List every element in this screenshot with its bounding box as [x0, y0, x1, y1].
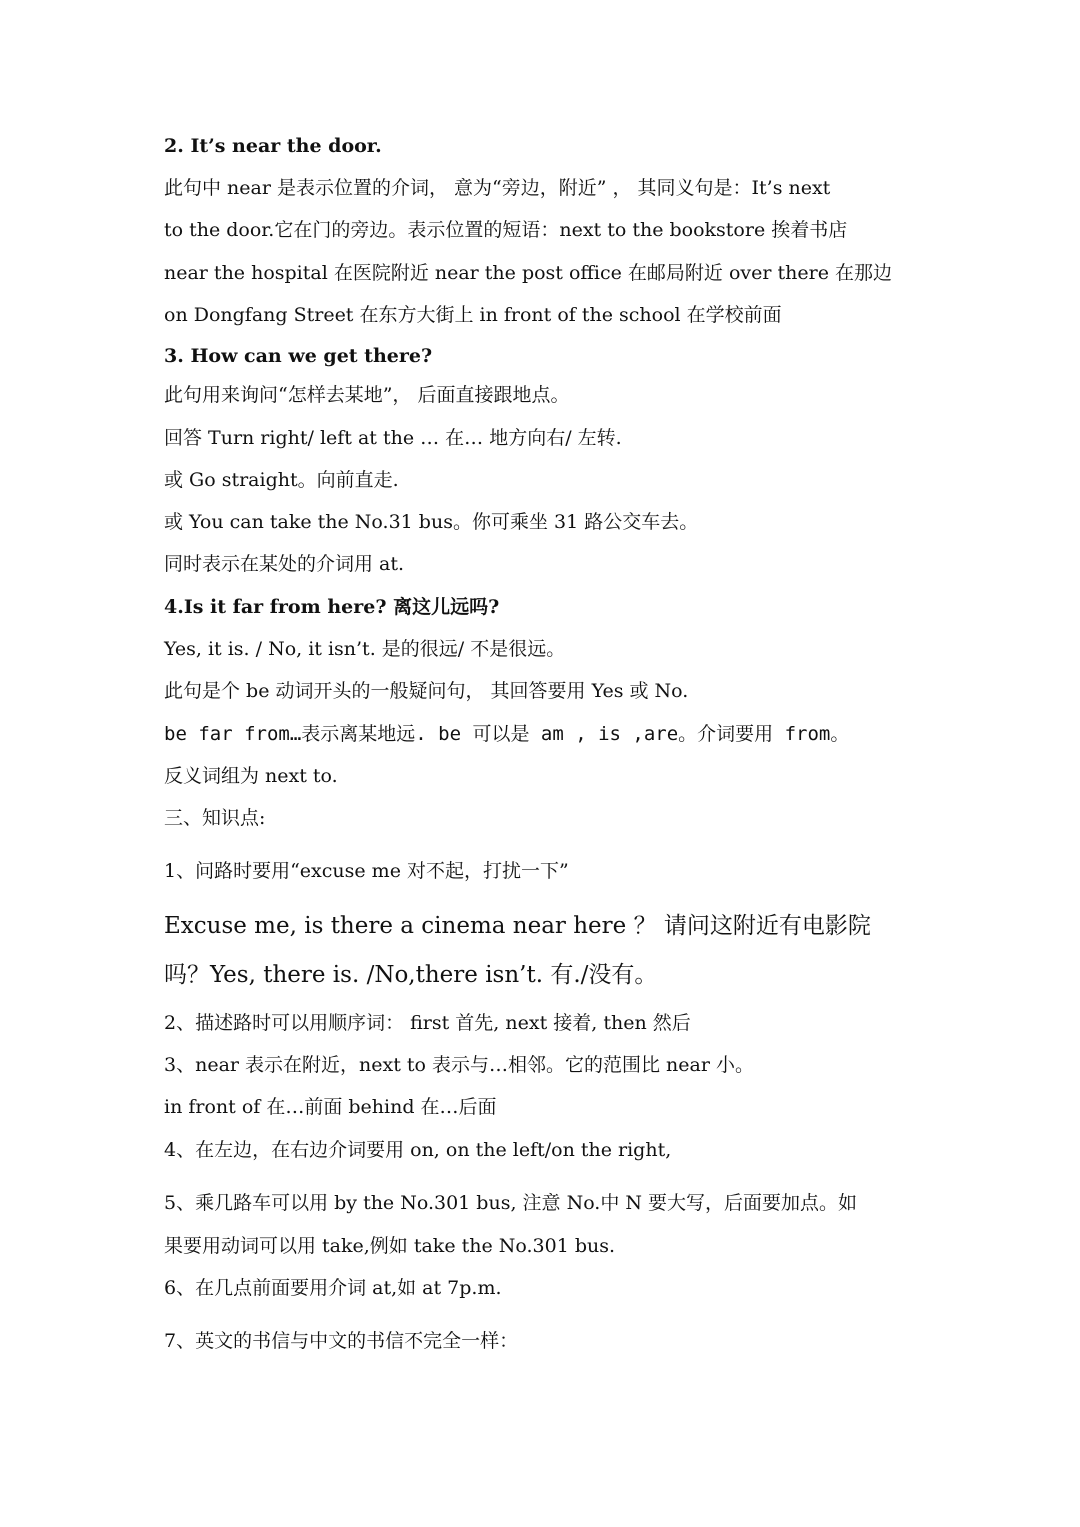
text-line: 7、英文的书信与中文的书信不完全一样：	[164, 1330, 519, 1352]
heading-point-4: 4.Is it far from here? 离这儿远吗?	[164, 596, 500, 618]
text-line: 回答 Turn right/ left at the … 在… 地方向右/ 左转.	[164, 427, 622, 449]
text-line: 此句中 near 是表示位置的介词， 意为“旁边，附近” ， 其同义句是：It’s next	[164, 177, 831, 199]
text-line: near the hospital 在医院附近 near the post office 在邮局附近 over there 在那边	[164, 262, 892, 284]
text-line: 2、描述路时可以用顺序词： first 首先, next 接着, then 然后	[164, 1012, 691, 1034]
section-heading: 三、知识点:	[164, 807, 266, 829]
text-line: 4、在左边，在右边介词要用 on, on the left/on the right,	[164, 1139, 672, 1161]
text-line: 3、near 表示在附近，next to 表示与…相邻。它的范围比 near 小。	[164, 1054, 754, 1076]
text-line: on Dongfang Street 在东方大街上 in front of the school 在学校前面	[164, 304, 782, 326]
text-line: 或 Go straight。向前直走.	[164, 469, 399, 491]
text-line: 或 You can take the No.31 bus。你可乘坐 31 路公交车去。	[164, 511, 699, 533]
text-line: 1、问路时要用“excuse me 对不起，打扰一下”	[164, 860, 569, 882]
text-line: 果要用动词可以用 take,例如 take the No.301 bus.	[164, 1235, 616, 1257]
heading-point-2: 2. It’s near the door.	[164, 135, 382, 157]
text-line: to the door.它在门的旁边。表示位置的短语：next to the bookstore 挨着书店	[164, 219, 848, 241]
text-line: 吗？Yes, there is. /No,there isn’t. 有./没有。	[164, 962, 658, 988]
heading-point-3: 3. How can we get there?	[164, 345, 433, 367]
text-line: Yes, it is. / No, it isn’t. 是的很远/ 不是很远。	[164, 638, 566, 660]
text-line: 5、乘几路车可以用 by the No.301 bus, 注意 No.中 N 要大写，后面要加点。如	[164, 1192, 858, 1214]
text-line: 同时表示在某处的介词用 at.	[164, 553, 405, 575]
text-line: Excuse me, is there a cinema near here ？ 请问这附近有电影院	[164, 913, 871, 939]
text-line: be far from…表示离某地远. be 可以是 am , is ,are。介词要用 from。	[164, 723, 850, 745]
text-line: 此句用来询问“怎样去某地”， 后面直接跟地点。	[164, 384, 570, 406]
text-line: in front of 在…前面 behind 在…后面	[164, 1096, 497, 1118]
text-line: 此句是个 be 动词开头的一般疑问句， 其回答要用 Yes 或 No.	[164, 680, 689, 702]
text-line: 6、在几点前面要用介词 at,如 at 7p.m.	[164, 1277, 502, 1299]
text-line: 反义词组为 next to.	[164, 765, 338, 787]
